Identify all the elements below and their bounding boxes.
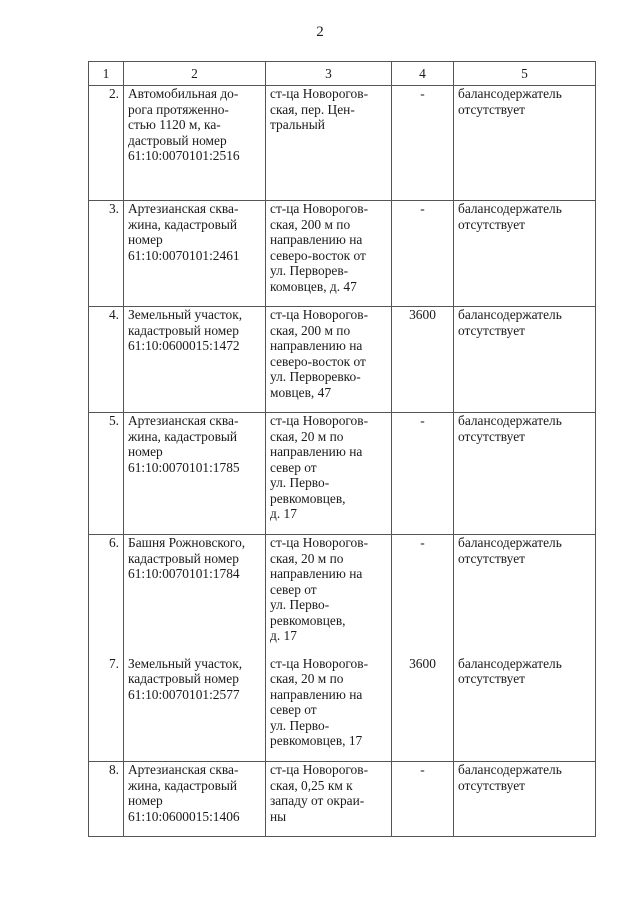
property-table: [88, 61, 596, 837]
object-area: -: [392, 762, 454, 837]
row-number: 8.: [89, 762, 124, 837]
column-header: 1: [89, 62, 124, 86]
object-address: ст-ца Новорогов- ская, 200 м по направлению на северо-восток от ул. Перворев- комовцев, д. 47: [266, 201, 392, 307]
table-row: [89, 656, 596, 762]
page-number: 2: [316, 24, 324, 40]
balance-holder: балансодержатель отсутствует: [454, 762, 596, 837]
object-area: -: [392, 86, 454, 201]
row-number: 2.: [89, 86, 124, 201]
row-number: 3.: [89, 201, 124, 307]
balance-holder: балансодержатель отсутствует: [454, 413, 596, 535]
row-number: 6.: [89, 535, 124, 656]
object-area: -: [392, 201, 454, 307]
object-name: Автомобильная до- рога протяженно- стью 1120 м, ка- дастровый номер 61:10:0070101:2516: [124, 86, 266, 201]
balance-holder: балансодержатель отсутствует: [454, 86, 596, 201]
object-address: ст-ца Новорогов- ская, 0,25 км к западу от окраи- ны: [266, 762, 392, 837]
balance-holder: балансодержатель отсутствует: [454, 535, 596, 656]
object-address: ст-ца Новорогов- ская, пер. Цен- тральный: [266, 86, 392, 201]
row-number: 5.: [89, 413, 124, 535]
row-number: 4.: [89, 307, 124, 413]
balance-holder: балансодержатель отсутствует: [454, 656, 596, 762]
table-row: [89, 535, 596, 656]
object-name: Земельный участок, кадастровый номер 61:10:0600015:1472: [124, 307, 266, 413]
table-row: [89, 762, 596, 837]
table-row: [89, 201, 596, 307]
table-row: [89, 413, 596, 535]
object-area: 3600: [392, 307, 454, 413]
object-address: ст-ца Новорогов- ская, 200 м по направлению на северо-восток от ул. Перворевко- мовцев, 47: [266, 307, 392, 413]
object-name: Артезианская сква- жина, кадастровый номер 61:10:0070101:1785: [124, 413, 266, 535]
column-header: 2: [124, 62, 266, 86]
table-row: [89, 307, 596, 413]
balance-holder: балансодержатель отсутствует: [454, 201, 596, 307]
object-address: ст-ца Новорогов- ская, 20 м по направлению на север от ул. Перво- ревкомовцев, д. 17: [266, 535, 392, 656]
table-header-row: [89, 62, 596, 86]
object-address: ст-ца Новорогов- ская, 20 м по направлению на север от ул. Перво- ревкомовцев, д. 17: [266, 413, 392, 535]
object-name: Земельный участок, кадастровый номер 61:10:0070101:2577: [124, 656, 266, 762]
column-header: 5: [454, 62, 596, 86]
table-row: [89, 86, 596, 201]
column-header: 4: [392, 62, 454, 86]
object-area: -: [392, 535, 454, 656]
object-area: -: [392, 413, 454, 535]
object-name: Артезианская сква- жина, кадастровый номер 61:10:0600015:1406: [124, 762, 266, 837]
object-area: 3600: [392, 656, 454, 762]
balance-holder: балансодержатель отсутствует: [454, 307, 596, 413]
object-name: Артезианская сква- жина, кадастровый номер 61:10:0070101:2461: [124, 201, 266, 307]
object-address: ст-ца Новорогов- ская, 20 м по направлению на север от ул. Перво- ревкомовцев, 17: [266, 656, 392, 762]
row-number: 7.: [89, 656, 124, 762]
column-header: 3: [266, 62, 392, 86]
object-name: Башня Рожновского, кадастровый номер 61:10:0070101:1784: [124, 535, 266, 656]
